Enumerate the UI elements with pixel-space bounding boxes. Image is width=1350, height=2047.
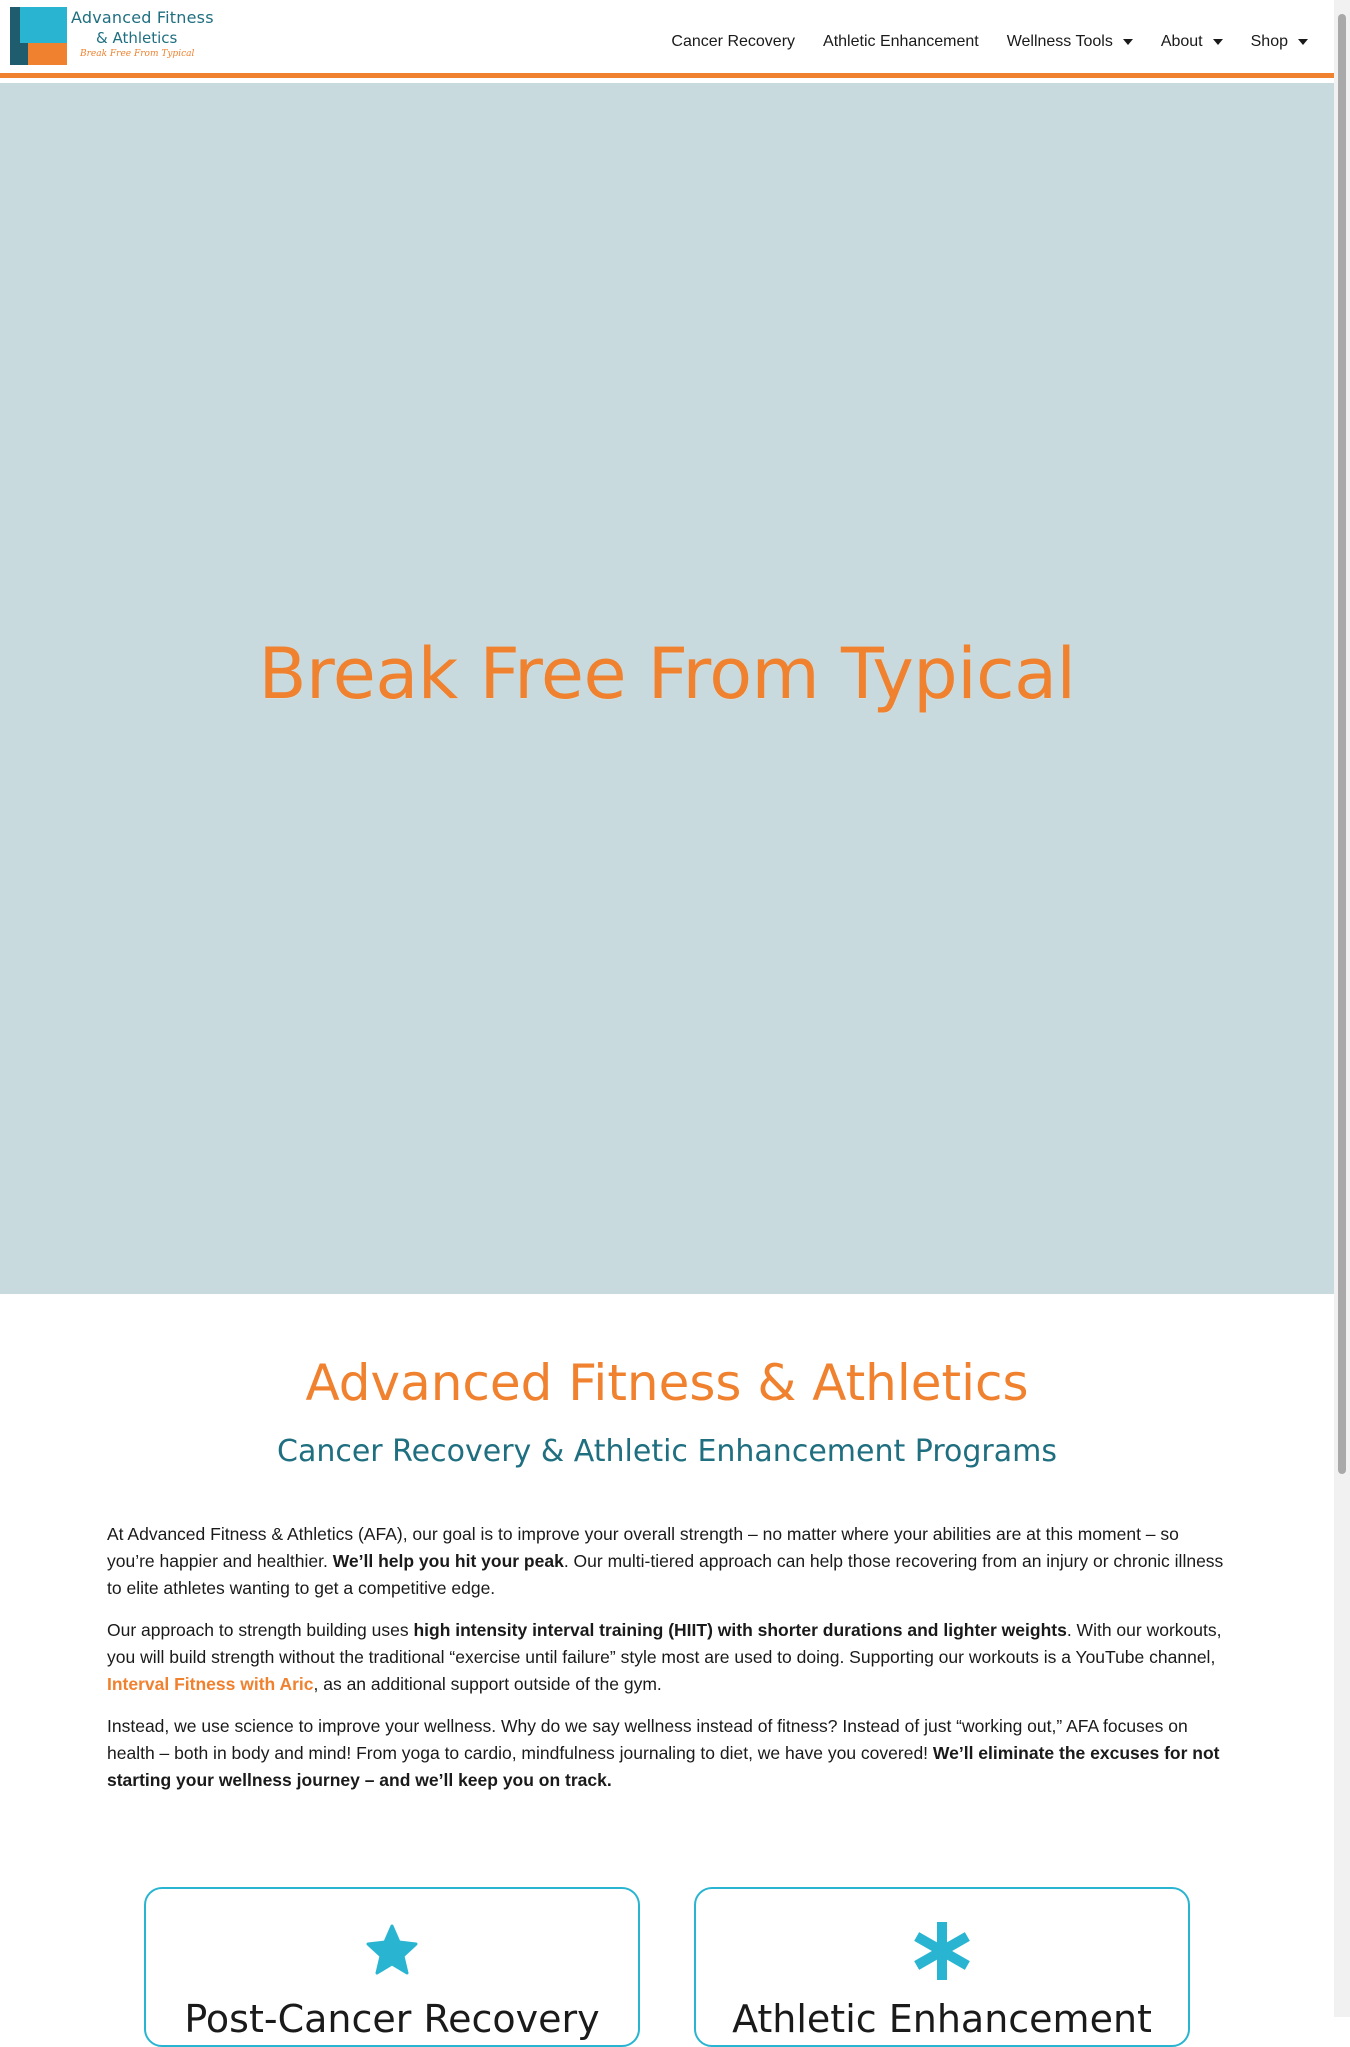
page-scrollbar[interactable] <box>1334 0 1350 2017</box>
logo-line1: Advanced Fitness <box>71 7 214 27</box>
nav-item-wellness-tools[interactable] <box>993 0 1147 76</box>
emphasis-text: We’ll help you hit your peak <box>332 1551 564 1571</box>
caret-down-icon <box>1123 39 1133 45</box>
intro-section <box>0 1294 1334 1809</box>
card-athletic-enhancement[interactable] <box>694 1887 1190 2047</box>
nav-item-label: Wellness Tools <box>1006 32 1113 50</box>
star-icon <box>364 1923 420 1979</box>
site-logo[interactable] <box>10 7 214 67</box>
main-nav <box>657 0 1322 76</box>
nav-item-shop[interactable] <box>1237 0 1322 76</box>
intro-body <box>107 1521 1227 1794</box>
card-title: Athletic Enhancement <box>732 1997 1152 2041</box>
scrollbar-thumb[interactable] <box>1338 14 1346 1474</box>
caret-down-icon <box>1298 39 1308 45</box>
intro-paragraph-1 <box>107 1521 1227 1602</box>
nav-item-label: Athletic Enhancement <box>823 32 979 50</box>
youtube-channel-link[interactable]: Interval Fitness with Aric <box>107 1674 314 1694</box>
text-run: , as an additional support outside of the gym. <box>313 1674 662 1694</box>
nav-item-label: Shop <box>1250 32 1288 50</box>
hero-banner <box>0 83 1334 1294</box>
caret-down-icon <box>1213 39 1223 45</box>
text-run: . With our workouts, you will build strength without the traditional “exercise until failure” style most are used to doing. Supporting our workouts is a YouTube channel, <box>107 1620 1222 1667</box>
asterisk-icon <box>914 1923 970 1979</box>
text-run: Our approach to strength building uses <box>107 1620 414 1640</box>
emphasis-text: high intensity interval training (HIIT) with shorter durations and lighter weights <box>413 1620 1067 1640</box>
intro-paragraph-3 <box>107 1713 1227 1794</box>
intro-paragraph-2 <box>107 1617 1227 1698</box>
nav-item-athletic-enhancement[interactable] <box>809 0 993 76</box>
site-header <box>0 0 1334 78</box>
card-post-cancer-recovery[interactable] <box>144 1887 640 2047</box>
intro-title: Advanced Fitness & Athletics <box>305 1354 1029 1412</box>
text-run: Instead, we use science to improve your wellness. Why do we say wellness instead of fitness? Instead of just “working out,” AFA focuses on health – both in body and mind! From yoga to cardio, mindfulness journaling to diet, we have you covered! <box>107 1716 1188 1763</box>
nav-item-label: Cancer Recovery <box>671 32 796 50</box>
card-title: Post-Cancer Recovery <box>184 1997 600 2041</box>
logo-tagline: Break Free From Typical <box>80 48 195 59</box>
emphasis-text: We’ll eliminate the excuses for not starting your wellness journey – and we’ll keep you on track. <box>107 1743 1220 1790</box>
logo-text <box>71 7 214 60</box>
hero-title: Break Free From Typical <box>258 632 1076 715</box>
nav-item-about[interactable] <box>1147 0 1237 76</box>
intro-subtitle: Cancer Recovery & Athletic Enhancement Programs <box>277 1434 1057 1469</box>
text-run: At Advanced Fitness & Athletics (AFA), our goal is to improve your overall strength – no matter where your abilities are at this moment – so you’re happier and healthier. <box>107 1524 1179 1571</box>
text-run: . Our multi-tiered approach can help those recovering from an injury or chronic illness to elite athletes wanting to get a competitive edge. <box>107 1551 1224 1598</box>
logo-mark-icon <box>10 7 67 65</box>
nav-item-label: About <box>1160 32 1203 50</box>
nav-item-cancer-recovery[interactable] <box>657 0 809 76</box>
logo-line2: & Athletics <box>96 28 178 47</box>
